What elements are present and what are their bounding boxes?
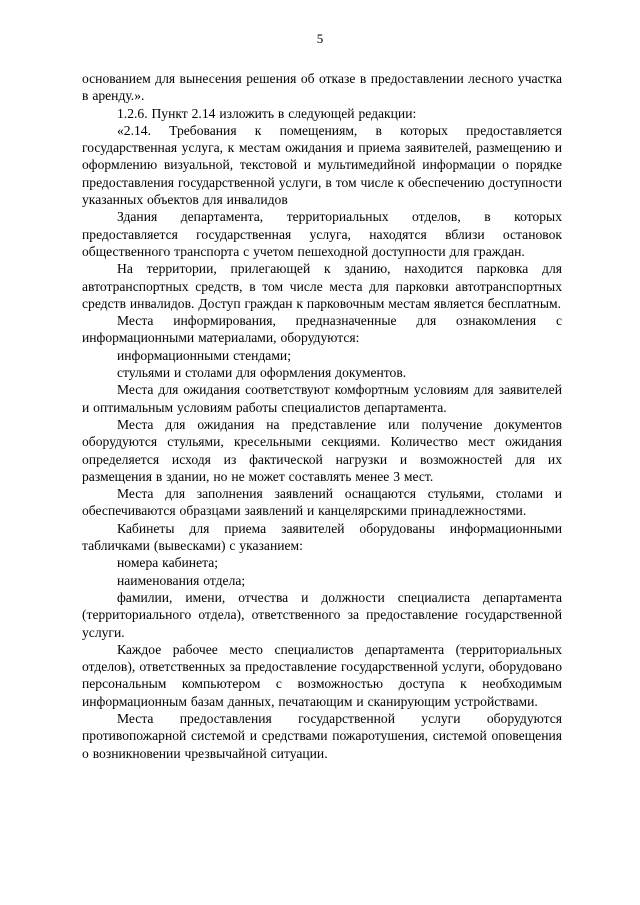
paragraph: Места для ожидания соответствуют комфортным условиям для заявителей и оптимальным условиям работы специалистов департамента.: [82, 382, 562, 415]
paragraph: фамилии, имени, отчества и должности специалиста департамента (территориального отдела), ответственного за предоставление государственной услуги.: [82, 589, 562, 640]
paragraph: основанием для вынесения решения об отказе в предоставлении лесного участка в аренду.».: [82, 71, 562, 104]
paragraph: наименования отдела;: [117, 572, 246, 588]
paragraph: Места предоставления государственной услуги оборудуются противопожарной системой и средствами пожаротушения, системой оповещения о возникновении чрезвычайной ситуации.: [82, 710, 562, 761]
paragraph: стульями и столами для оформления документов.: [117, 365, 407, 381]
paragraph: Места для заполнения заявлений оснащаются стульями, столами и обеспечиваются образцами заявлений и канцелярскими принадлежностями.: [82, 486, 562, 519]
paragraph: номера кабинета;: [117, 555, 219, 571]
paragraph: Здания департамента, территориальных отделов, в которых предоставляется государственная услуга, находятся вблизи остановок общественного транспорта с учетом пешеходной доступности для граждан.: [82, 209, 562, 259]
paragraph: 1.2.6. Пункт 2.14 изложить в следующей редакции:: [117, 105, 417, 121]
paragraph: «2.14. Требования к помещениям, в которых предоставляется государственная услуга, к местам ожидания и приема заявителей, размещению и оформлению визуальной, текстовой и мультимедийной информации о порядке предоставления государственной услуги, в том числе к обеспечению доступности указанных объектов для инвалидов: [82, 122, 562, 208]
paragraphs: [82, 70, 562, 762]
paragraph: Каждое рабочее место специалистов департамента (территориальных отделов), ответственных за предоставление государственной услуги, оборудовано персональным компьютером с возможностью доступа к необходимым информационным базам данных, печатающим и сканирующим устройствами.: [82, 641, 562, 709]
page-number: 5: [316, 31, 324, 46]
paragraph: информационными стендами;: [117, 347, 291, 363]
paragraph: Кабинеты для приема заявителей оборудованы информационными табличками (вывесками) с указанием:: [82, 520, 562, 554]
paragraph: Места информирования, предназначенные для ознакомления с информационными материалами, оборудуются:: [82, 313, 562, 346]
paragraph: Места для ожидания на представление или получение документов оборудуются стульями, кресельными секциями. Количество мест ожидания определяется исходя из фактической нагрузки и возможностей для их размещения в здании, но не может составлять менее 3 мест.: [82, 416, 562, 484]
paragraph: На территории, прилегающей к зданию, находится парковка для автотранспортных средств, в том числе места для парковки автотранспортных средств инвалидов. Доступ граждан к парковочным местам является бесплатным.: [82, 261, 562, 311]
